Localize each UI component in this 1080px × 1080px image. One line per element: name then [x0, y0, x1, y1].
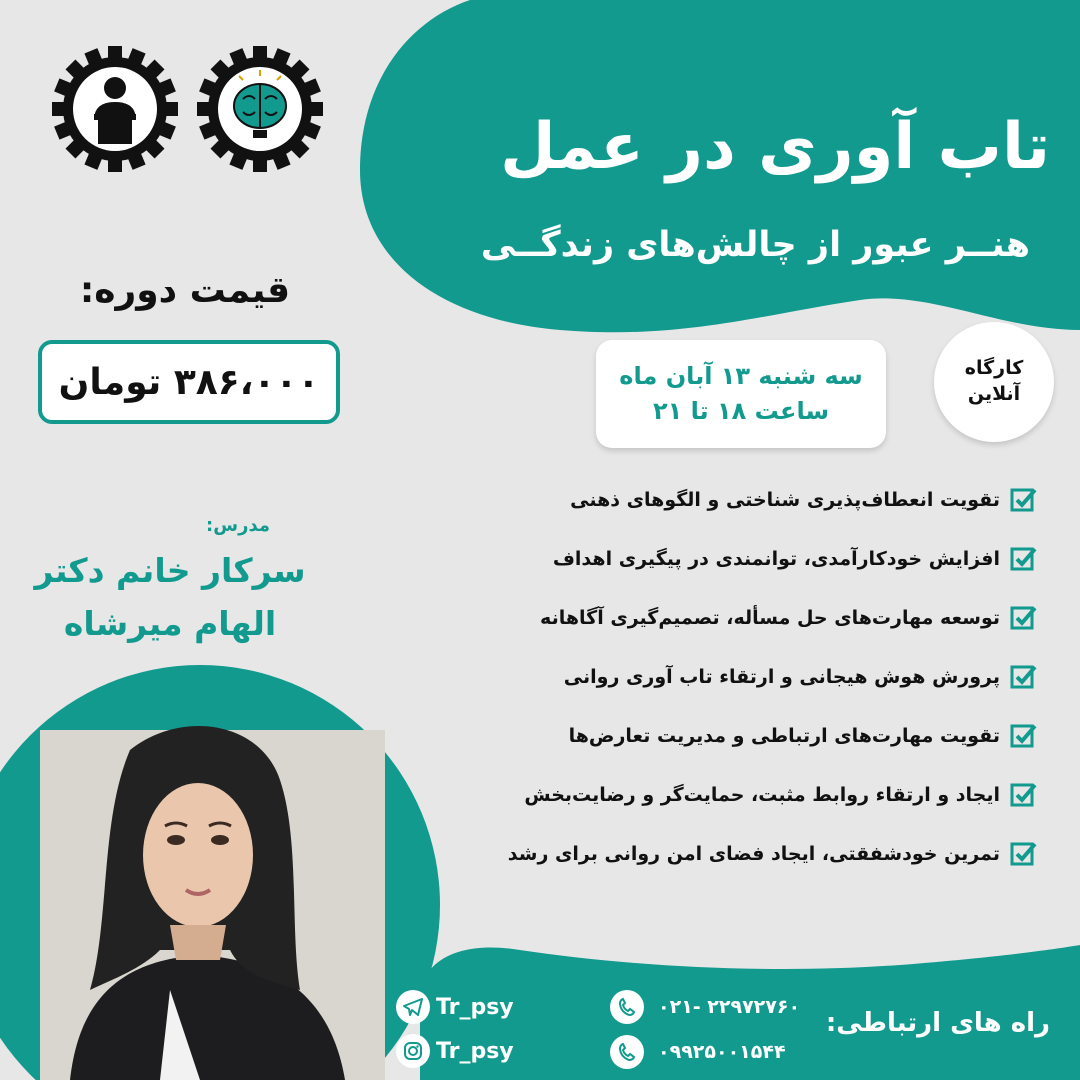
feature-text: تقویت انعطاف‌پذیری شناختی و الگوهای ذهنی: [570, 488, 1000, 511]
feature-list: [418, 470, 1038, 883]
check-box-icon: [1010, 545, 1038, 573]
phone-icon: [617, 997, 637, 1017]
feature-text: تمرین خودشفقتی، ایجاد فضای امن روانی برای رشد: [507, 842, 1000, 865]
instagram-link[interactable]: [396, 1034, 514, 1068]
brain-gear-icon: [195, 44, 325, 174]
telegram-badge: [396, 990, 430, 1024]
instagram-handle: Tr_psy: [436, 1038, 514, 1064]
contact-label: راه های ارتباطی:: [825, 1008, 1050, 1038]
schedule-box: [596, 340, 886, 448]
check-box-icon: [1010, 781, 1038, 809]
phone-1[interactable]: [610, 990, 800, 1024]
feature-item: [418, 470, 1038, 529]
price-box: [38, 340, 340, 424]
feature-item: [418, 824, 1038, 883]
workshop-line2: آنلاین: [967, 383, 1021, 405]
speaker-gear-icon: [50, 44, 180, 174]
feature-text: تقویت مهارت‌های ارتباطی و مدیریت تعارض‌ها: [568, 724, 1000, 747]
instagram-badge: [396, 1034, 430, 1068]
feature-item: [418, 588, 1038, 647]
teacher-portrait-illustration: [0, 690, 405, 1080]
price-label: قیمت دوره:: [79, 270, 291, 311]
workshop-line1: کارگاه: [964, 357, 1024, 380]
schedule-date: سه شنبه ۱۳ آبان ماه: [619, 362, 863, 391]
phone-1-text: ۰۲۱- ۲۲۹۷۲۷۶۰: [658, 996, 801, 1018]
schedule-time: ساعت ۱۸ تا ۲۱: [652, 397, 830, 425]
telegram-handle: Tr_psy: [436, 994, 514, 1020]
check-box-icon: [1010, 722, 1038, 750]
teacher-name-line2: الهام میرشاه: [63, 603, 277, 643]
phone-badge: [610, 990, 644, 1024]
check-box-icon: [1010, 663, 1038, 691]
feature-item: [418, 529, 1038, 588]
teacher-name-line1: سرکار خانم دکتر: [34, 551, 306, 590]
instagram-icon: [402, 1040, 424, 1062]
check-box-icon: [1010, 486, 1038, 514]
teacher-name: [20, 545, 320, 651]
feature-text: ایجاد و ارتقاء روابط مثبت، حمایت‌گر و رضایت‌بخش: [524, 783, 1000, 806]
price-value: ۳۸۶،۰۰۰ تومان: [58, 361, 320, 403]
telegram-link[interactable]: [396, 990, 514, 1024]
course-subtitle: هنــر عبور از چالش‌های زندگــی: [480, 225, 1030, 265]
feature-item: [418, 647, 1038, 706]
feature-text: افزایش خودکارآمدی، توانمندی در پیگیری اهداف: [552, 547, 1000, 570]
course-title: تاب آوری در عمل: [500, 110, 1050, 184]
phone-2-text: ۰۹۹۲۵۰۰۱۵۴۴: [658, 1041, 786, 1063]
workshop-badge: [934, 322, 1054, 442]
feature-item: [418, 765, 1038, 824]
phone-badge: [610, 1035, 644, 1069]
phone-icon: [617, 1042, 637, 1062]
check-box-icon: [1010, 604, 1038, 632]
feature-text: توسعه مهارت‌های حل مسأله، تصمیم‌گیری آگاهانه: [540, 606, 1000, 629]
logo-speaker: [50, 44, 180, 178]
teacher-label: مدرس:: [206, 515, 270, 536]
teacher-photo: [0, 690, 405, 1080]
feature-text: پرورش هوش هیجانی و ارتقاء تاب آوری روانی: [563, 665, 1000, 688]
telegram-icon: [402, 996, 424, 1018]
logo-brain: [195, 44, 325, 178]
phone-2[interactable]: [610, 1035, 786, 1069]
check-box-icon: [1010, 840, 1038, 868]
feature-item: [418, 706, 1038, 765]
